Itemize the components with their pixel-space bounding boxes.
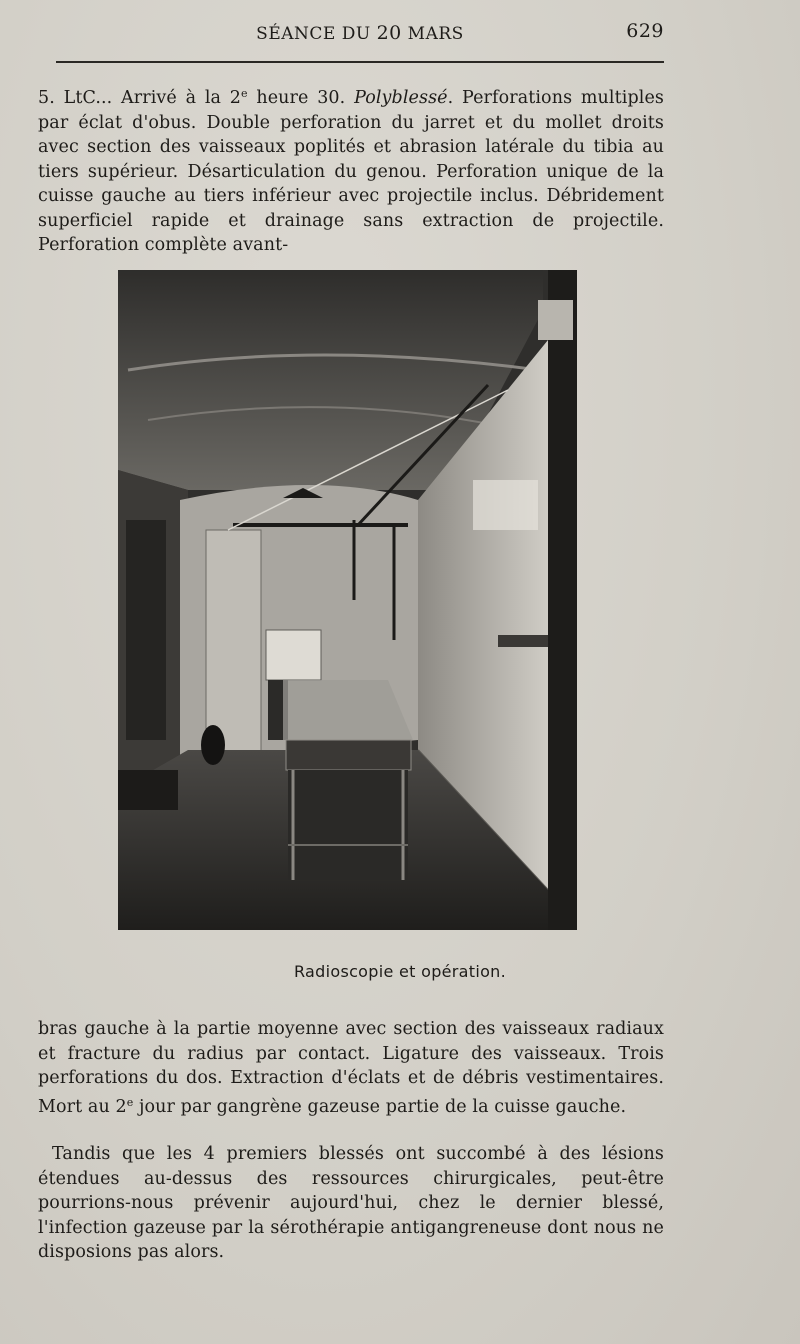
superscript: e — [241, 87, 248, 100]
superscript: e — [126, 1095, 134, 1109]
case-paragraph-continued — [38, 1017, 664, 1119]
header-title-day: 20 — [376, 22, 402, 44]
operating-room-photo — [118, 270, 577, 930]
figure-caption: Radioscopie et opération. — [293, 962, 507, 981]
header-title-month: MARS — [407, 24, 464, 44]
header-title — [56, 22, 664, 44]
continued-text-start: bras gauche à la partie moyenne avec section des vaisseaux radiaux et fracture du radius par contact. Ligature des vaisseaux. Trois perforations du dos. Extraction d'éclats et de débris vestimentaires. Mort au 2 — [38, 1019, 664, 1117]
case-text-italic: Polyblessé — [354, 88, 448, 108]
running-header — [56, 18, 664, 46]
conclusion-paragraph: Tandis que les 4 premiers blessés ont succombé à des lésions étendues au-dessus des ressources chirurgicales, peut-être pourrions-nous prévenir aujourd'hui, chez le dernier blessé, l'infection gazeuse par la sérothérapie antigangreneuse dont nous ne disposions pas alors. — [38, 1144, 664, 1262]
header-title-pre: SÉANCE DU — [256, 24, 371, 44]
case-text-time: heure 30. — [247, 88, 355, 108]
page-number: 629 — [626, 20, 664, 42]
continued-text-end: jour par gangrène gazeuse partie de la cuisse gauche. — [133, 1096, 627, 1117]
header-rule — [56, 61, 664, 63]
case-text-rest: . Perforations multiples par éclat d'obus. Double perforation du jarret et du mollet droits avec section des vaisseaux poplités et abrasion latérale du tibia au tiers supérieur. Désarticulation du genou. Perforation unique de la cuisse gauche au tiers inférieur avec projectile inclus. Débridement superficiel rapide et drainage sans extraction de projectile. Perforation complète avant- — [38, 88, 664, 255]
case-text-start: 5. LtC... Arrivé à la 2 — [38, 88, 242, 108]
photo-illustration — [118, 270, 577, 930]
case-paragraph — [38, 82, 664, 258]
